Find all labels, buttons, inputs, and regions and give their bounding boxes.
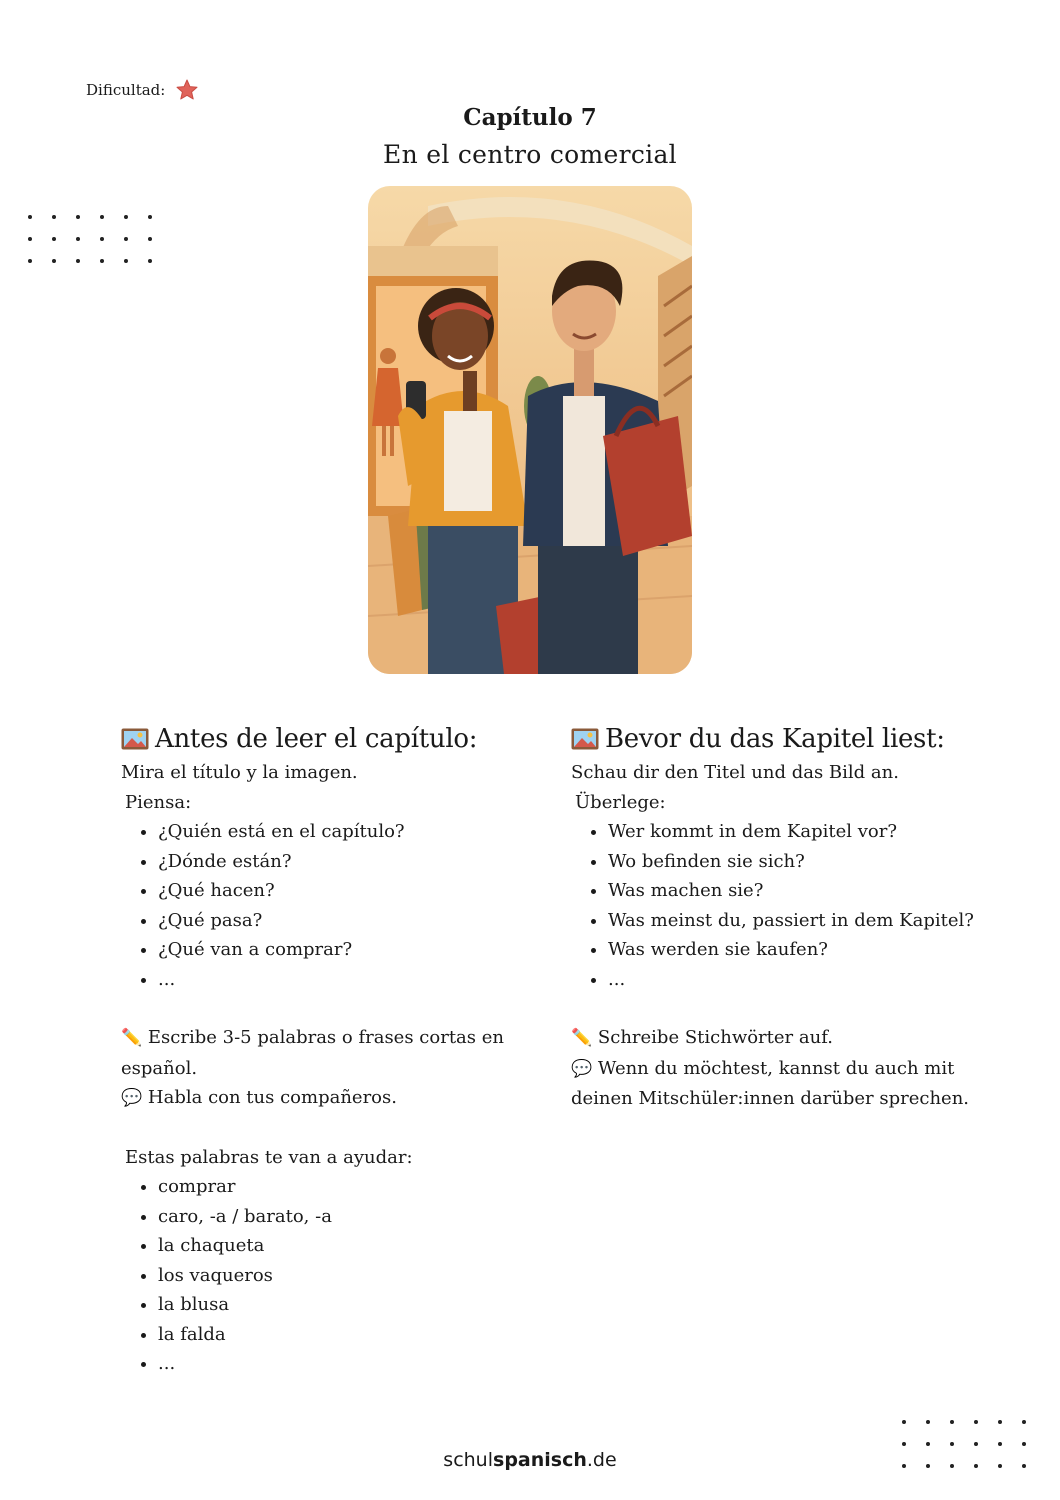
right-question-list xyxy=(571,817,1001,994)
difficulty-indicator xyxy=(86,78,199,102)
left-task-talk-text: Habla con tus compañeros. xyxy=(147,1087,397,1108)
difficulty-label: Dificultad: xyxy=(86,81,166,99)
left-intro: Mira el título y la imagen. xyxy=(121,762,358,783)
right-think-label: Überlege: xyxy=(575,791,666,813)
list-item: • Was meinst du, passiert in dem Kapitel? xyxy=(608,906,1001,936)
right-heading-text: Bevor du das Kapitel liest: xyxy=(605,724,945,754)
list-item: • ¿Qué hacen? xyxy=(158,876,551,906)
list-item: • Was machen sie? xyxy=(608,876,1001,906)
list-item: • caro, -a / barato, -a xyxy=(158,1202,551,1232)
list-item: • ¿Qué van a comprar? xyxy=(158,935,551,965)
left-think-label: Piensa: xyxy=(125,791,192,813)
mall-shoppers-illustration xyxy=(368,186,692,674)
speech-bubble-icon: 💬 xyxy=(121,1088,143,1108)
list-item: • los vaqueros xyxy=(158,1261,551,1291)
list-item: • ... xyxy=(608,965,1001,995)
right-task-write-text: Schreibe Stichwörter auf. xyxy=(597,1027,833,1048)
list-item: • Was werden sie kaufen? xyxy=(608,935,1001,965)
list-item: • ¿Qué pasa? xyxy=(158,906,551,936)
list-item: • la blusa xyxy=(158,1290,551,1320)
left-task-talk xyxy=(121,1083,551,1114)
right-task-talk xyxy=(571,1054,1001,1114)
chapter-title: Capítulo 7 xyxy=(463,104,597,131)
list-item: • ... xyxy=(158,965,551,995)
framed-picture-icon xyxy=(571,728,599,750)
left-word-list xyxy=(121,1172,551,1379)
list-item: • ... xyxy=(158,1349,551,1379)
right-heading xyxy=(571,722,1001,756)
left-heading-text: Antes de leer el capítulo: xyxy=(155,724,478,754)
speech-bubble-icon: 💬 xyxy=(571,1058,593,1079)
left-task-write-text: Escribe 3-5 palabras o frases cortas en español. xyxy=(121,1027,504,1079)
brand-prefix: schul xyxy=(443,1449,494,1471)
list-item: • Wer kommt in dem Kapitel vor? xyxy=(608,817,1001,847)
brand-bold: spanisch xyxy=(493,1449,587,1471)
left-question-list xyxy=(121,817,551,994)
right-task-write xyxy=(571,1023,1001,1054)
list-item: • ¿Dónde están? xyxy=(158,847,551,877)
right-column-german xyxy=(571,722,1001,1114)
list-item: • la falda xyxy=(158,1320,551,1350)
list-item: • Wo befinden sie sich? xyxy=(608,847,1001,877)
framed-picture-icon xyxy=(121,728,149,750)
chapter-subtitle: En el centro comercial xyxy=(383,140,677,169)
footer-brand xyxy=(0,1449,1060,1471)
right-intro: Schau dir den Titel und das Bild an. xyxy=(571,762,899,783)
list-item: • comprar xyxy=(158,1172,551,1202)
right-task-talk-text: Wenn du möchtest, kannst du auch mit deinen Mitschüler:innen darüber sprechen. xyxy=(571,1057,970,1109)
left-task-write xyxy=(121,1023,551,1083)
brand-suffix: .de xyxy=(586,1449,617,1471)
list-item: • ¿Quién está en el capítulo? xyxy=(158,817,551,847)
pencil-icon: ✏️ xyxy=(571,1028,593,1048)
left-heading xyxy=(121,722,551,756)
left-words-label: Estas palabras te van a ayudar: xyxy=(125,1146,413,1168)
list-item: • la chaqueta xyxy=(158,1231,551,1261)
decorative-dots-top-left xyxy=(28,215,154,263)
chapter-illustration xyxy=(368,186,692,674)
pencil-icon: ✏️ xyxy=(121,1028,143,1048)
left-column-spanish xyxy=(121,722,551,1379)
star-icon xyxy=(175,78,199,102)
